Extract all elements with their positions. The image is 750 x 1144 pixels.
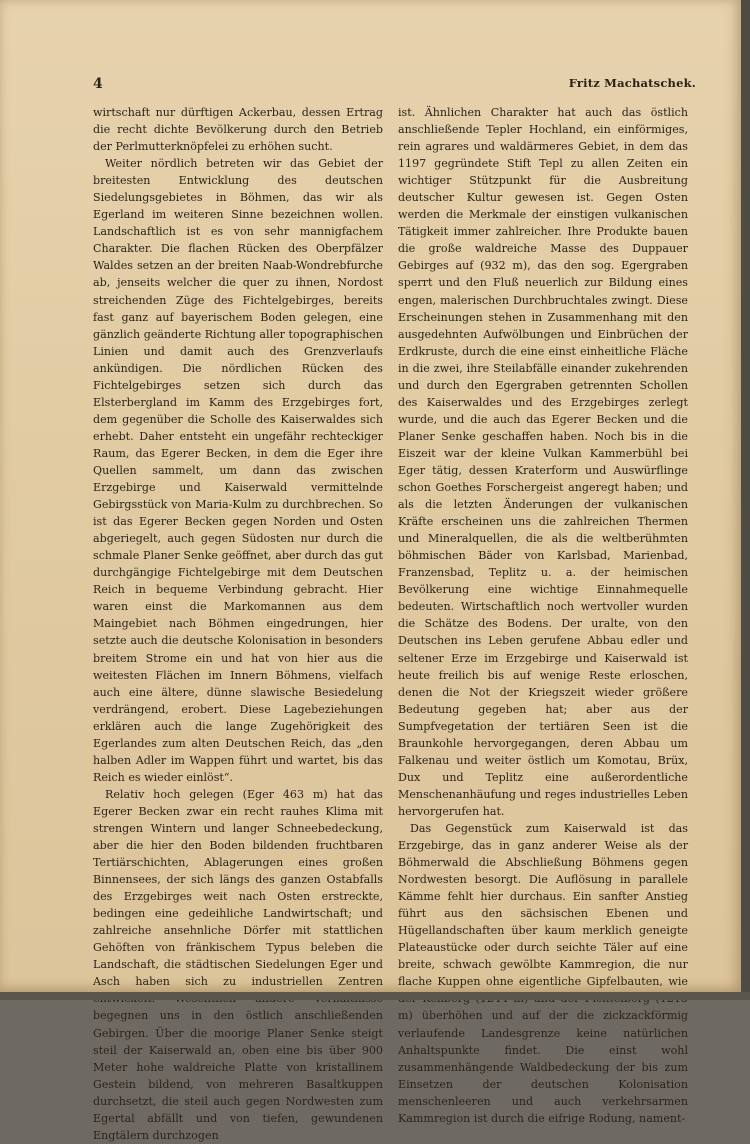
text-column-right bbox=[398, 104, 688, 1125]
page-number: 4 bbox=[93, 76, 103, 92]
scan-edge-bottom bbox=[0, 992, 750, 1000]
paragraph: ist. Ähnlichen Charakter hat auch das östlich anschließende Tepler Hochland, ein einförmiges, rein agrares und waldärmeres Gebiet, in dem das 1197 gegründete Stift Tepl zu allen Zeiten ein wichtiger Stützpunkt für die Ausbreitung deutscher Kultur gewesen ist. Gegen Osten werden die Merkmale der einstigen vulkanischen Tätigkeit immer zahlreicher. Ihre Produkte bauen die große waldreiche Masse des Duppauer Gebirges auf (932 m), das den sog. Egergraben sperrt und den Fluß neuerlich zur Bildung eines engen, malerischen Durchbruchtales zwingt. Diese Erscheinungen stehen in Zusammenhang mit den ausgedehnten Aufwölbungen und Einbrüchen der Erdkruste, durch die eine einst einheitliche Fläche in die zwei, ihre Steilabfälle einander zukehrenden und durch den Egergraben getrennten Schollen des Kaiserwaldes und des Erzgebirges zerlegt wurde, und die auch das Egerer Becken und die Planer Senke geschaffen haben. Noch bis in die Eiszeit war der kleine Vulkan Kammerbühl bei Eger tätig, dessen Kraterform und Auswürflinge schon Goethes Forschergeist angeregt haben; und als die letzten Änderungen der vulkanischen Kräfte erscheinen uns die zahlreichen Thermen und Mineralquellen, die als die weltberühmten böhmischen Bäder von Karlsbad, Marienbad, Franzensbad, Teplitz u. a. der heimischen Bevölkerung eine wichtige Einnahmequelle bedeuten. Wirtschaftlich noch wertvoller wurden die Schätze des Bodens. Der uralte, von den Deutschen ins Leben gerufene Abbau edler und seltener Erze im Erzgebirge und Kaiserwald ist heute freilich bis auf wenige Reste erloschen, denen die Not der Kriegszeit wieder größere Bedeutung gegeben hat; aber aus der Sumpfvegetation der tertiären Seen ist die Braunkohle hervorgegangen, deren Abbau um Falkenau und weiter östlich um Komotau, Brüx, Dux und Teplitz eine außerordentliche Menschenanhäufung und reges industrielles Leben hervorgerufen hat. bbox=[398, 106, 688, 818]
paragraph: wirtschaft nur dürftigen Ackerbau, dessen Ertrag die recht dichte Bevölkerung durch den Betrieb der Perlmutterknöpfelei zu erhöhen sucht. bbox=[93, 106, 383, 154]
text-column-left bbox=[93, 104, 383, 1142]
paragraph: Weiter nördlich betreten wir das Gebiet der breitesten Entwicklung des deutschen Siedelungsgebietes in Böhmen, das wir als Egerland im weiteren Sinne bezeichnen wollen. Landschaftlich ist es von sehr mannigfachem Charakter. Die flachen Rücken des Oberpfälzer Waldes setzen an der breiten Naab-Wondrebfurche ab, jenseits welcher die quer zu ihnen, Nordost streichenden Züge des Fichtelgebirges, bereits fast ganz auf bayerischem Boden gelegen, eine gänzlich geänderte Richtung aller topographischen Linien und damit auch des Grenzverlaufs ankündigen. Die nördlichen Rücken des Fichtelgebirges setzen sich durch das Elsterbergland im Kamm des Erzgebirges fort, dem gegenüber die Scholle des Kaiserwaldes sich erhebt. Daher entsteht ein ungefähr rechteckiger Raum, das Egerer Becken, in dem die Eger ihre Quellen sammelt, um dann das zwischen Erzgebirge und Kaiserwald vermittelnde Gebirgsstück von Maria-Kulm zu durchbrechen. So ist das Egerer Becken gegen Norden und Osten abgeriegelt, auch gegen Südosten nur durch die schmale Planer Senke geöffnet, aber durch das gut durchgängige Fichtelgebirge mit dem Deutschen Reich in bequeme Verbindung gebracht. Hier waren einst die Markomannen aus dem Maingebiet nach Böhmen eingedrungen, hier setzte auch die deutsche Kolonisation in besonders breitem Strome ein und hat von hier aus die weitesten Flächen im Innern Böhmens, vielfach auch eine ältere, dünne slawische Besiedelung verdrängend, erobert. Diese Lagebeziehungen erklären auch die lange Zugehörigkeit des Egerlandes zum alten Deutschen Reich, das „den halben Adler im Wappen führt und wartet, bis das Reich es wieder einlöst“. bbox=[93, 157, 383, 784]
paragraph: Relativ hoch gelegen (Eger 463 m) hat das Egerer Becken zwar ein recht rauhes Klima mit strengen Wintern und langer Schneebedeckung, aber die hier den Boden bildenden fruchtbaren Tertiärschichten, Ablagerungen eines großen Binnensees, der sich längs des ganzen Ostabfalls des Erzgebirges weit nach Osten erstreckte, bedingen eine gedeihliche Landwirtschaft; und zahlreiche ansehnliche Dörfer mit stattlichen Gehöften von fränkischem Typus beleben die Landschaft, die städtischen Siedelungen Eger und Asch haben sich zu industriellen Zentren begegnen uns in den östlich anschließenden Gebirgen. Über die moorige Planer Senke steigt steil der Kaiserwald an, oben eine bis über 900 Meter hohe waldreiche Platte von kristallinem Gestein bildend, von mehreren Basaltkuppen durchsetzt, die steil auch gegen Nordwesten zum Egertal abfällt und von tiefen, gewundenen Engtälern durchzogen bbox=[93, 787, 383, 1142]
page-header bbox=[93, 76, 696, 96]
running-head: Fritz Machatschek. bbox=[568, 76, 696, 90]
paragraph: Das Gegenstück zum Kaiserwald ist das Erzgebirge, das in ganz anderer Weise als der Böhmerwald die Abschließung Böhmens gegen Nordwesten besorgt. Die Auflösung in parallele Kämme fehlt hier durchaus. Ein sanfter Anstieg führt aus den sächsischen Ebenen und Hügellandschaften über kaum merklich geneigte Plateaustücke oder durch seichte Täler auf eine breite, schwach gewölbte Kammregion, die nur flache Kuppen ohne eigentliche Gipfelbauten, wie m) überhöhen und auf der die zickzackförmig verlaufende Landesgrenze keine natürlichen Anhaltspunkte findet. Die einst wohl zusammenhängende Waldbedeckung der bis zum Einsetzen der deutschen Kolonisation menschenleeren und auch verkehrsarmen Kammregion ist durch die eifrige Rodung, nament- bbox=[398, 821, 688, 1125]
scan-edge-right bbox=[741, 0, 750, 1000]
